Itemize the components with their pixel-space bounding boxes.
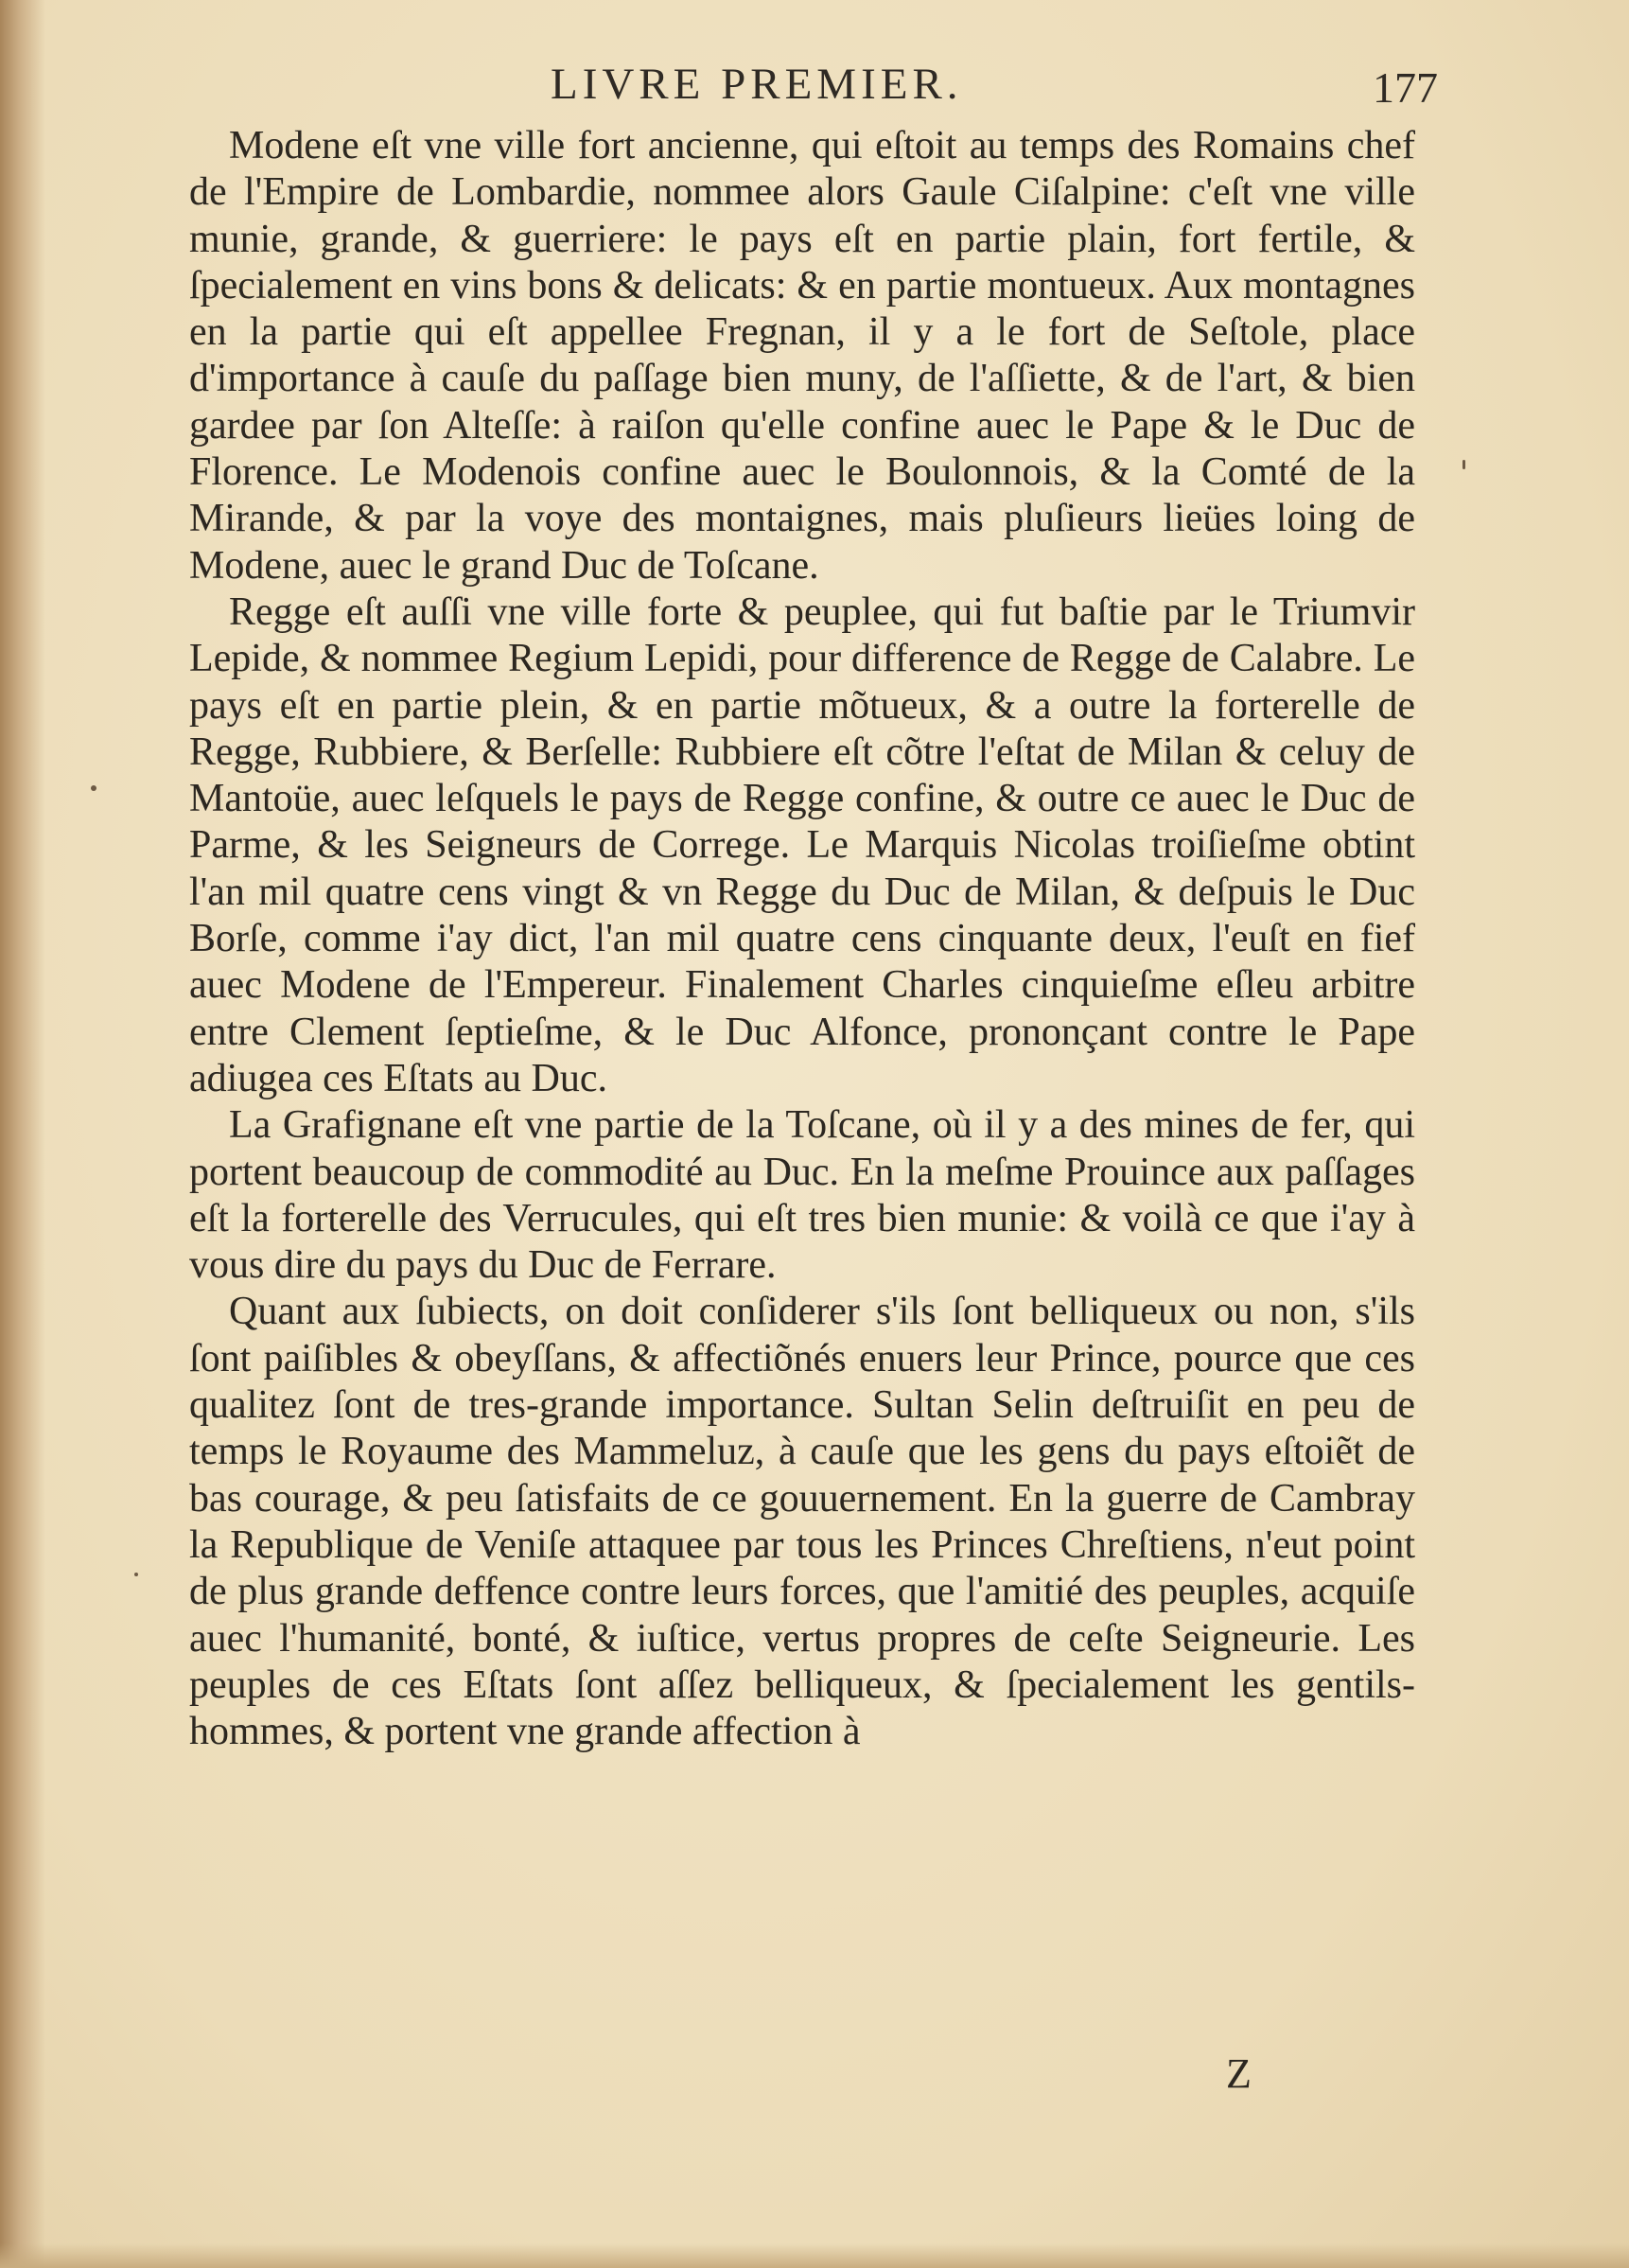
page-header: [218, 59, 1438, 115]
paragraph-grafignane: La Grafignane eſt vne partie de la Toſcane, où il y a des mines de fer, qui portent beaucoup de commodité au Duc. En la meſme Prouince aux paſſages eſt la forterelle des Verrucules, qui eſt tres bien munie: & voilà ce que i'ay à vous dire du pays du Duc de Ferrare.: [189, 1103, 1415, 1288]
page-number: 177: [1373, 63, 1438, 112]
paragraph-subiects: Quant aux ſubiects, on doit conſiderer s'ils ſont belliqueux ou non, s'ils ſont paiſibles & obeyſſans, & affectiõnés enuers leur Prince, pource que ces qualitez ſont de tres-grande importance. Sultan Selin deſtruiſit en peu de temps le Royaume des Mammeluz, à cauſe que les gens du pays eſtoiẽt de bas courage, & peu ſatisfaits de ce gouuernement. En la guerre de Cambray la Republique de Veniſe attaquee par tous les Princes Chreſtiens, n'eut point de plus grande deffence contre leurs forces, que l'amitié des peuples, acquiſe auec l'humanité, bonté, & iuſtice, vertus propres de ceſte Seigneurie. Les peuples de ces Eſtats ſont aſſez belliqueux, & ſpecialement les gentils-hommes, & portent vne grande affection à: [189, 1290, 1415, 1754]
gutter-shadow: [0, 0, 45, 2268]
body-text: [189, 123, 1415, 1755]
margin-mark: [1463, 460, 1465, 469]
margin-mark: [91, 785, 96, 791]
paragraph-regge: Regge eſt auſſi vne ville forte & peuplee, qui fut baſtie par le Triumvir Lepide, & nommee Regium Lepidi, pour difference de Regge de Calabre. Le pays eſt en partie plein, & en partie mõtueux, & a outre la forterelle de Regge, Rubbiere, & Berſelle: Rubbiere eſt cõtre l'eſtat de Milan & celuy de Mantoüe, auec leſquels le pays de Regge confine, & outre ce auec le Duc de Parme, & les Seigneurs de Correge. Le Marquis Nicolas troiſieſme obtint l'an mil quatre cens vingt & vn Regge du Duc de Milan, & deſpuis le Duc Borſe, comme i'ay dict, l'an mil quatre cens cinquante deux, l'euſt en fief auec Modene de l'Empereur. Finalement Charles cinquieſme eſleu arbitre entre Clement ſeptieſme, & le Duc Alfonce, prononçant contre le Pape adiugea ces Eſtats au Duc.: [189, 589, 1415, 1100]
page-bottom-edge: [0, 2243, 1629, 2268]
paragraph-modene: Modene eſt vne ville fort ancienne, qui eſtoit au temps des Romains chef de l'Empire de Lombardie, nommee alors Gaule Ciſalpine: c'eſt vne ville munie, grande, & guerriere: le pays eſt en partie plain, fort fertile, & ſpecialement en vins bons & delicats: & en partie montueux. Aux montagnes en la partie qui eſt appellee Fregnan, il y a le fort de Seſtole, place d'importance à cauſe du paſſage bien muny, de l'aſſiette, & de l'art, & bien gardee par ſon Alteſſe: à raiſon qu'elle confine auec le Pape & le Duc de Florence. Le Modenois confine auec le Boulonnois, & la Comté de la Mirande, & par la voye des montaignes, mais pluſieurs lieües loing de Modene, auec le grand Duc de Toſcane.: [189, 124, 1415, 588]
catchword: Z: [1226, 2050, 1252, 2097]
margin-mark: [134, 1573, 138, 1576]
running-title: LIVRE PREMIER.: [551, 60, 963, 109]
